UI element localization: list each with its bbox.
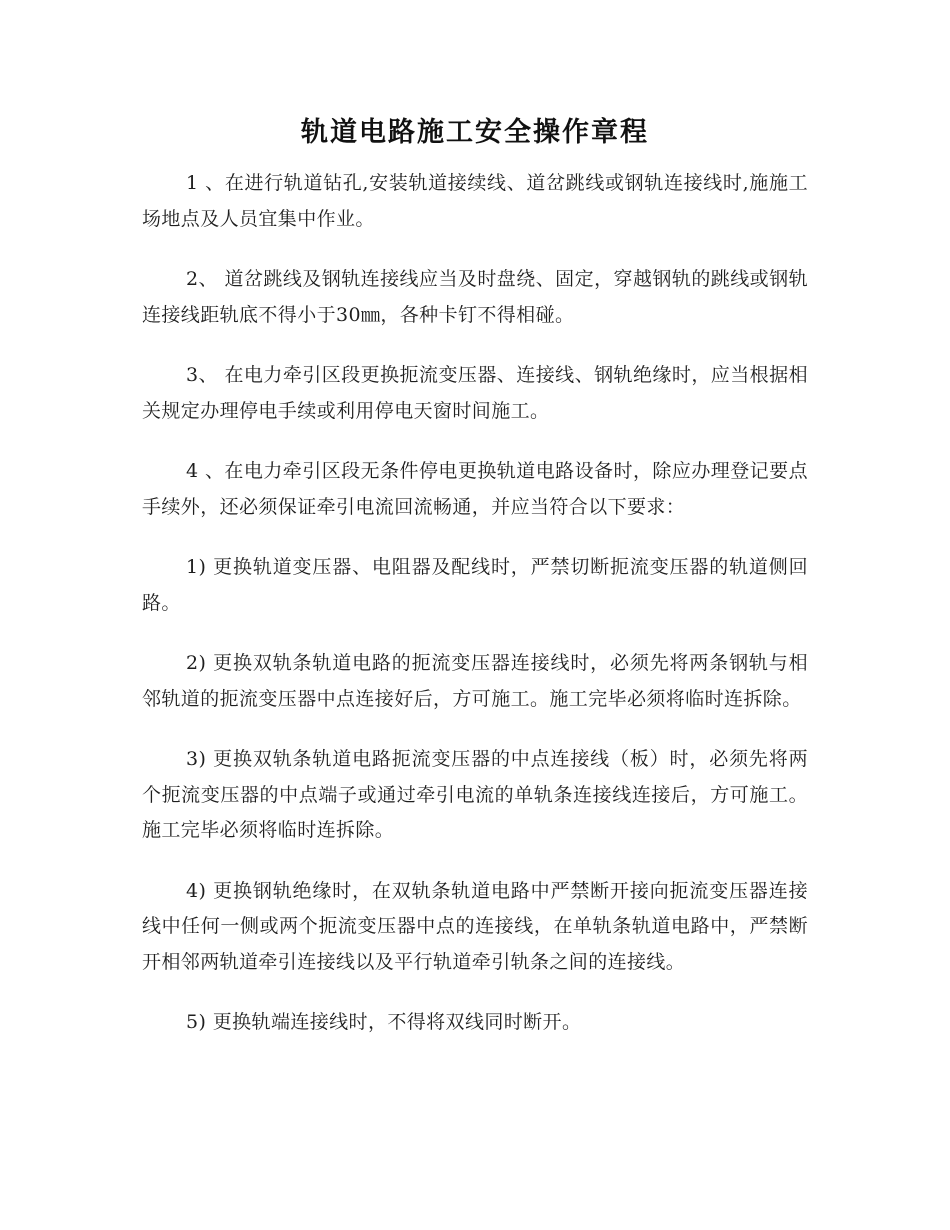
paragraph-4-item-3: 3) 更换双轨条轨道电路扼流变压器的中点连接线（板）时，必须先将两个扼流变压器的中点端子或通过牵引电流的单轨条连接线连接后，方可施工。施工完毕必须将临时连拆除。 (142, 748, 808, 841)
paragraph-2: 2、 道岔跳线及钢轨连接线应当及时盘绕、固定，穿越钢轨的跳线或钢轨连接线距轨底不得小于30㎜，各种卡钉不得相碰。 (142, 268, 808, 326)
document-body (142, 166, 808, 1066)
paragraph-4: 4 、在电力牵引区段无条件停电更换轨道电路设备时，除应办理登记要点手续外，还必须保证牵引电流回流畅通，并应当符合以下要求： (142, 460, 808, 518)
paragraph-4-item-5: 5) 更换轨端连接线时，不得将双线同时断开。 (186, 1011, 582, 1033)
paragraph-4-item-4: 4) 更换钢轨绝缘时，在双轨条轨道电路中严禁断开接向扼流变压器连接线中任何一侧或两个扼流变压器中点的连接线，在单轨条轨道电路中，严禁断开相邻两轨道牵引连接线以及平行轨道牵引轨条之间的连接线。 (142, 879, 808, 973)
paragraph-4-item-2: 2) 更换双轨条轨道电路的扼流变压器连接线时，必须先将两条钢轨与相邻轨道的扼流变压器中点连接好后，方可施工。施工完毕必须将临时连拆除。 (142, 652, 808, 710)
document-title: 轨道电路施工安全操作章程 (301, 117, 649, 148)
paragraph-3: 3、 在电力牵引区段更换扼流变压器、连接线、钢轨绝缘时，应当根据相关规定办理停电手续或利用停电天窗时间施工。 (142, 364, 808, 422)
paragraph-1: 1 、在进行轨道钻孔,安装轨道接续线、道岔跳线或钢轨连接线时,施施工场地点及人员宜集中作业。 (142, 172, 808, 230)
paragraph-4-item-1: 1) 更换轨道变压器、电阻器及配线时，严禁切断扼流变压器的轨道侧回路。 (142, 556, 808, 614)
